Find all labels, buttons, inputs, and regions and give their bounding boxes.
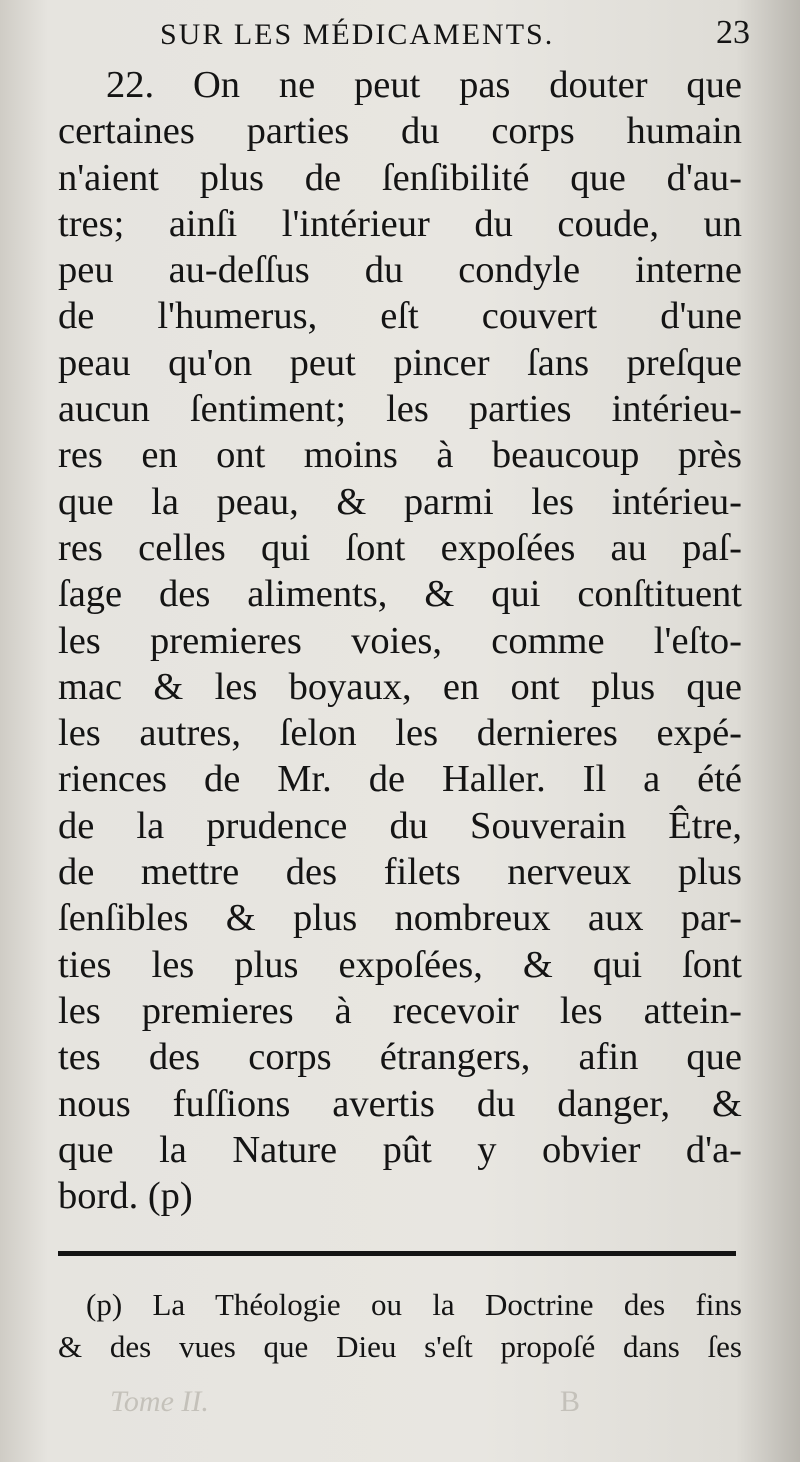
text-line: tres; ainſi l'intérieur du coude, un: [58, 202, 742, 245]
text-line: certaines parties du corps humain: [58, 110, 742, 153]
text-line: de l'humerus, eſt couvert d'une: [58, 295, 742, 338]
text-line: ſenſibles & plus nombreux aux par-: [58, 897, 742, 940]
text-line: n'aient plus de ſenſibilité que d'au-: [58, 156, 742, 199]
footnote: [58, 1284, 742, 1368]
text-line: aucun ſentiment; les parties intérieu-: [58, 388, 742, 431]
text-line: de la prudence du Souverain Être,: [58, 804, 742, 847]
footnote-rule: [58, 1251, 736, 1256]
footnote-line: & des vues que Dieu s'eſt propoſé dans ſes: [58, 1329, 742, 1364]
text-line: bord. (p): [58, 1175, 193, 1218]
text-line: ſage des aliments, & qui conſtituent: [58, 573, 742, 616]
bleed-through-mark: B: [560, 1385, 581, 1418]
bleed-through-signature: Tome II.: [110, 1385, 209, 1418]
text-line: res en ont moins à beaucoup près: [58, 434, 742, 477]
text-line: ties les plus expoſées, & qui ſont: [58, 943, 742, 986]
text-line: riences de Mr. de Haller. Il a été: [58, 758, 742, 801]
text-line: les premieres à recevoir les attein-: [58, 989, 742, 1032]
running-title: SUR LES MÉDICAMENTS.: [160, 18, 555, 51]
text-line: peu au-deſſus du condyle interne: [58, 249, 742, 292]
text-line: que la peau, & parmi les intérieu-: [58, 480, 742, 523]
body-paragraph: [58, 62, 742, 1219]
text-line: les autres, ſelon les dernieres expé-: [58, 712, 742, 755]
text-line: tes des corps étrangers, afin que: [58, 1036, 742, 1079]
footnote-line: (p) La Théologie ou la Doctrine des fins: [86, 1287, 742, 1322]
page-number: 23: [716, 14, 750, 51]
page-header: [60, 14, 750, 62]
text-line: 22. On ne peut pas douter que: [106, 64, 742, 106]
text-line: mac & les boyaux, en ont plus que: [58, 665, 742, 708]
text-line: res celles qui ſont expoſées au paſ-: [58, 526, 742, 569]
text-line: de mettre des filets nerveux plus: [58, 851, 742, 894]
text-line: peau qu'on peut pincer ſans preſque: [58, 341, 742, 384]
text-line: que la Nature pût y obvier d'a-: [58, 1128, 742, 1171]
text-line: nous fuſſions avertis du danger, &: [58, 1082, 742, 1125]
text-line: les premieres voies, comme l'eſto-: [58, 619, 742, 662]
